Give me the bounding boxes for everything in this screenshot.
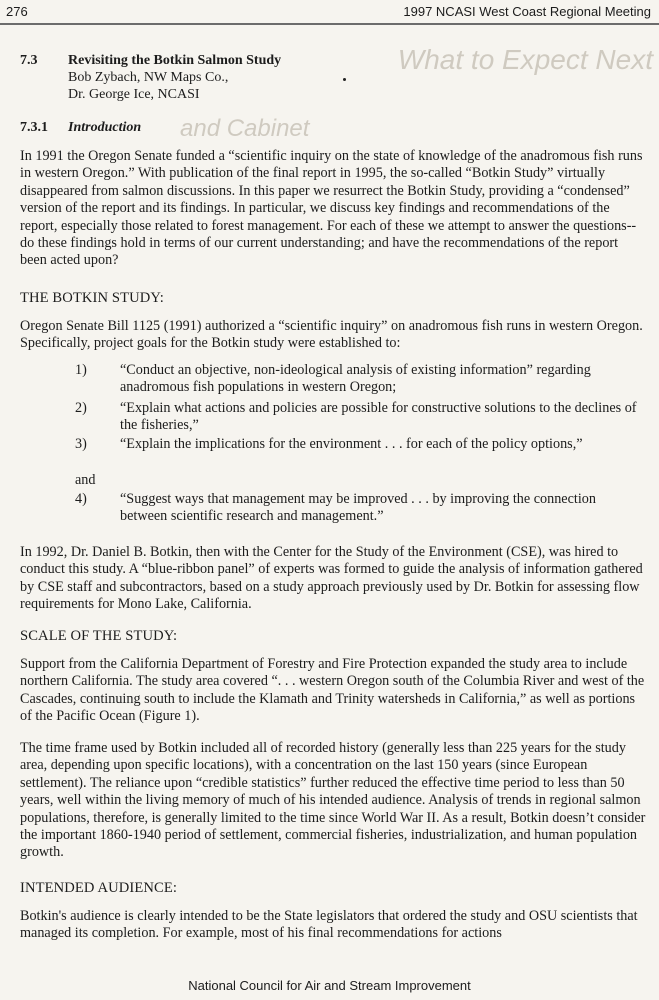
author-line: Dr. George Ice, NCASI xyxy=(68,87,200,102)
hired-paragraph: In 1992, Dr. Daniel B. Botkin, then with the Center for the Study of the Environment (CSE), was hired to conduct this study. A “blue-ribbon panel” of experts was formed to guide the analysis of information gathered by CSE staff and subcontractors, based on a study approach previously used by Dr. Botkin for assessing flow requirements for Mono Lake, California. xyxy=(20,544,643,613)
heading-botkin-study: THE BOTKIN STUDY: xyxy=(20,290,164,306)
heading-scale: SCALE OF THE STUDY: xyxy=(20,628,178,644)
subsection-heading xyxy=(20,120,142,136)
audience-paragraph: Botkin's audience is clearly intended to be the State legislators that ordered the study and OSU scientists that managed its completion. For example, most of his final recommendations for actions xyxy=(20,908,638,942)
subsection-number: 7.3.1 xyxy=(20,120,48,135)
bill-paragraph: Oregon Senate Bill 1125 (1991) authorized a “scientific inquiry” on anadromous fish runs in western Oregon. Specifically, project goals for the Botkin study were established to: xyxy=(20,318,643,352)
running-header xyxy=(6,4,651,24)
goal-number: 1) xyxy=(75,362,87,378)
goal-number: 4) xyxy=(75,491,87,507)
header-rule xyxy=(0,23,659,25)
bleed-through-text: and Cabinet xyxy=(180,115,310,142)
timeframe-paragraph: The time frame used by Botkin included all of recorded history (generally less than 225 years for the study area, depending upon specific locations), with a concentration on the last 150 years (since European settlement). The reliance upon “credible statistics” further reduced the effective time period to less than 50 years, well within the living memory of much of his intended audience. Analysis of trends in regional salmon populations, therefore, is generally limited to the time since World War II. As a result, Botkin doesn’t consider the important 1860-1940 period of settlement, commercial fisheries, industrialization, and human population growth. xyxy=(20,740,646,861)
intro-paragraph: In 1991 the Oregon Senate funded a “scientific inquiry on the state of knowledge of the anadromous fish runs in western Oregon.” With publication of the final report in 1995, the so-called “Botkin Study” virtually disappeared from salmon discussions. In this paper we resurrect the Botkin Study, providing a “condensed” version of the report and its findings. In particular, we discuss key findings and recommendations of the report, especially those related to forest management. For each of these we attempt to answer the questions--do these findings hold in terms of our current understanding; and have the recommendations of the report been acted upon? xyxy=(20,148,643,269)
meeting-title: 1997 NCASI West Coast Regional Meeting xyxy=(403,4,651,19)
section-number: 7.3 xyxy=(20,53,38,68)
goal-number: 3) xyxy=(75,436,87,452)
heading-audience: INTENDED AUDIENCE: xyxy=(20,880,178,896)
page-footer: National Council for Air and Stream Improvement xyxy=(188,978,471,993)
goal-text: “Suggest ways that management may be improved . . . by improving the connection between scientific research and management.” xyxy=(120,491,596,525)
section-title: Revisiting the Botkin Salmon Study xyxy=(68,53,282,68)
goal-text: “Explain what actions and policies are possible for constructive solutions to the declines of the fisheries,” xyxy=(120,400,637,434)
goal-text: “Conduct an objective, non-ideological analysis of existing information” regarding anadromous fish populations in western Oregon; xyxy=(120,362,591,396)
author-line: Bob Zybach, NW Maps Co., xyxy=(68,70,229,85)
goal-connector: and xyxy=(75,472,96,488)
scan-speck xyxy=(343,78,346,81)
goal-text: “Explain the implications for the environment . . . for each of the policy options,” xyxy=(120,436,583,452)
page-number: 276 xyxy=(6,4,28,19)
scale-paragraph: Support from the California Department of Forestry and Fire Protection expanded the study area to include northern California. The study area covered “. . . western Oregon south of the Columbia River and west of the Cascades, continuing south to include the Klamath and Trinity watersheds in California,” as well as portions of the Pacific Ocean (Figure 1). xyxy=(20,656,645,725)
subsection-title: Introduction xyxy=(68,120,142,135)
bleed-through-text: What to Expect Next xyxy=(397,44,653,75)
goal-number: 2) xyxy=(75,400,87,416)
